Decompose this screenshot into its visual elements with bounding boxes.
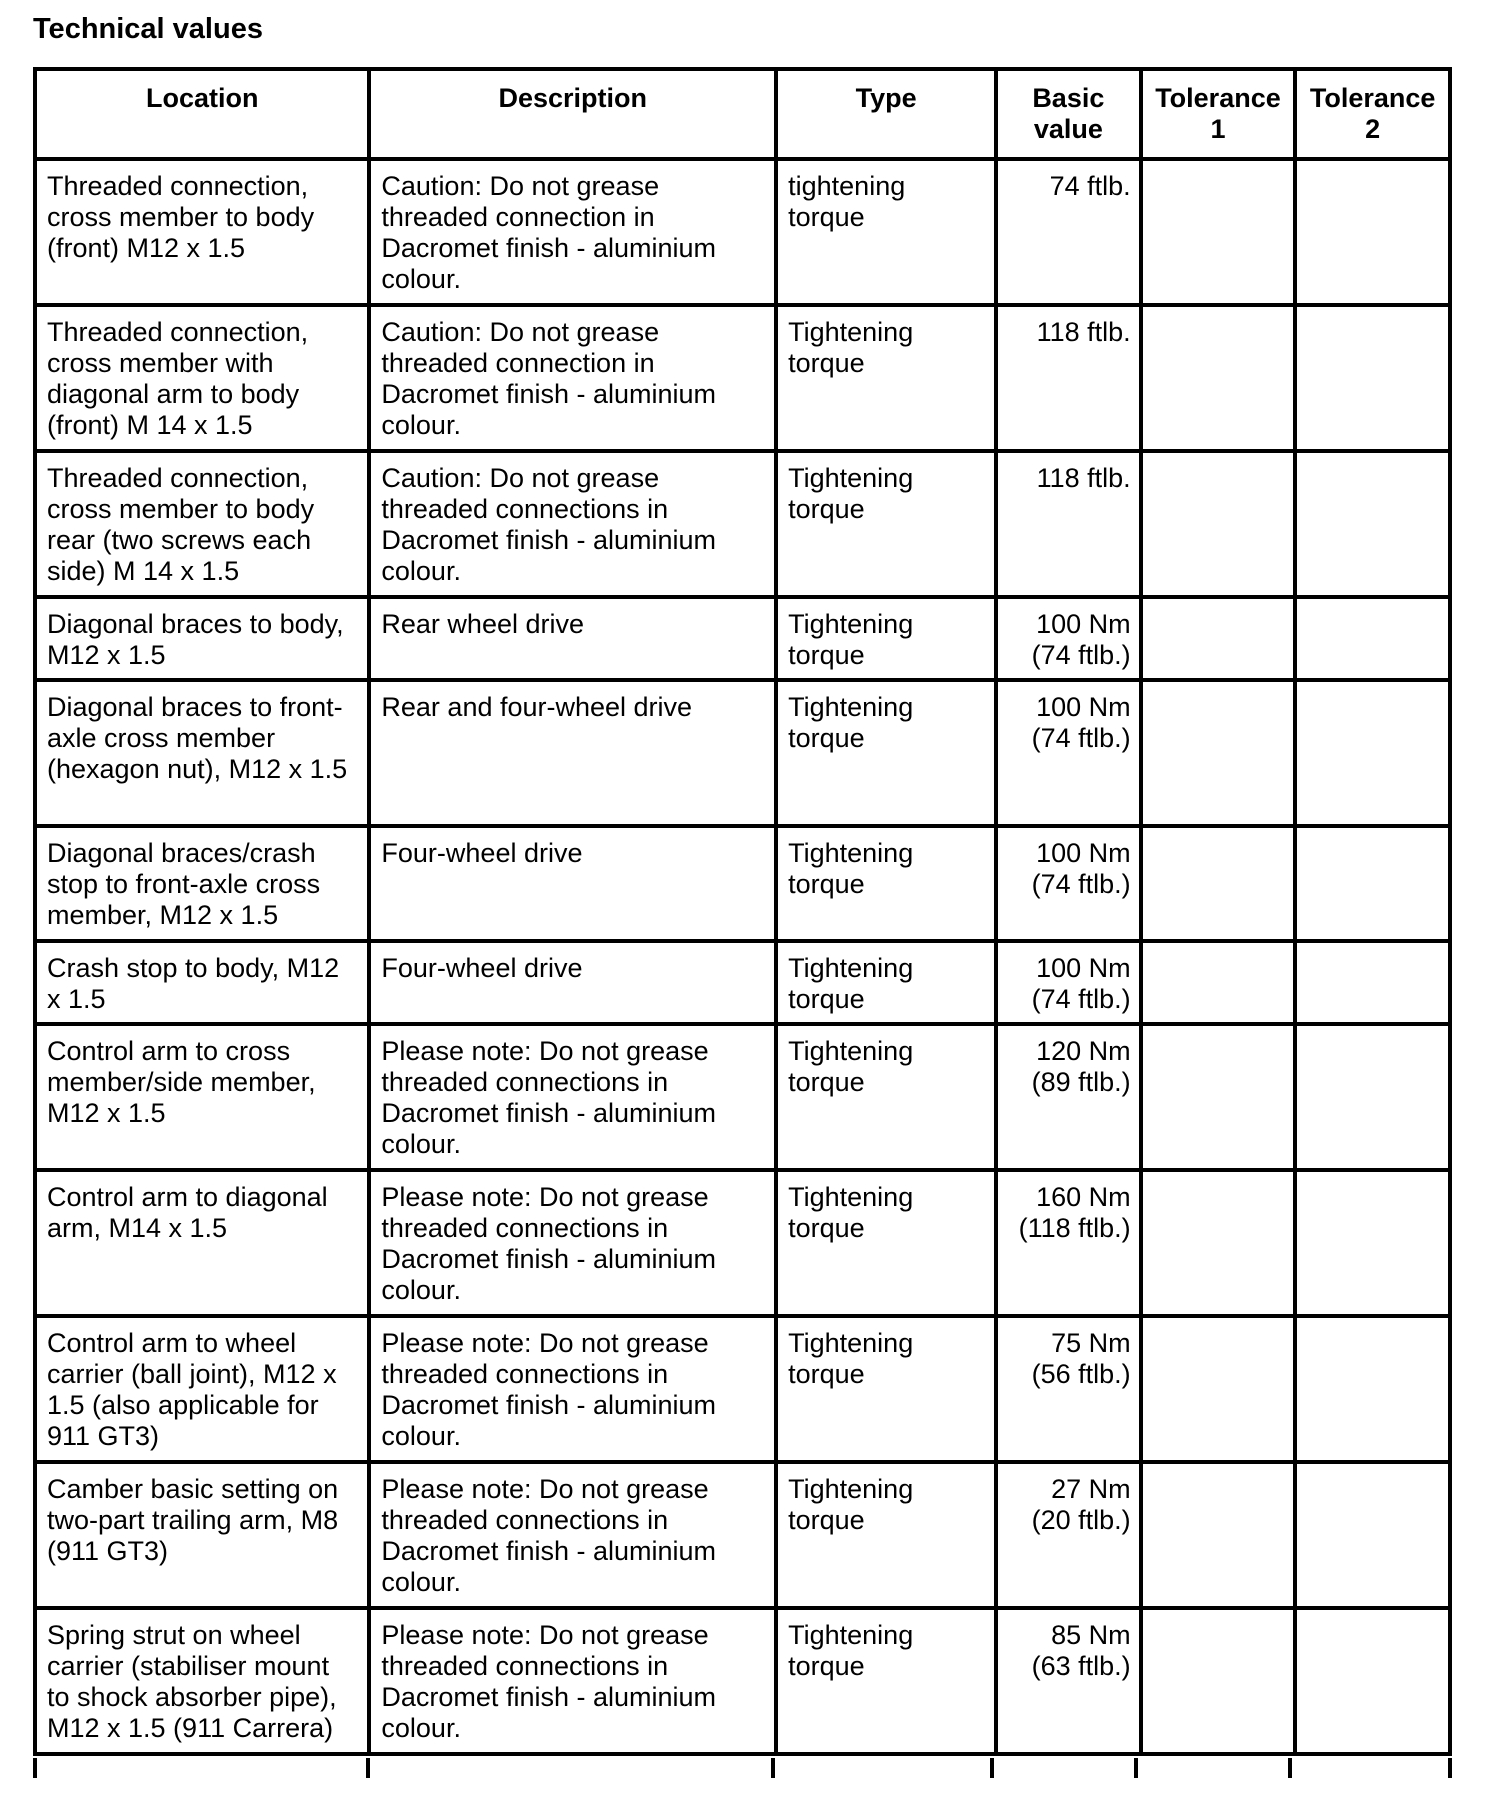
cell-description: Please note: Do not grease threaded connections in Dacromet finish - aluminium colour.: [369, 1024, 776, 1170]
cell-tolerance-1: [1141, 1170, 1296, 1316]
cell-tolerance-2: [1295, 1608, 1450, 1754]
cell-basic-value: 100 Nm (74 ftlb.): [996, 680, 1141, 826]
cell-basic-value: 120 Nm (89 ftlb.): [996, 1024, 1141, 1170]
header-tolerance-1: Tolerance 1: [1141, 69, 1296, 159]
cell-tolerance-2: [1295, 159, 1450, 305]
cell-location: Diagonal braces to front-axle cross member (hexagon nut), M12 x 1.5: [35, 680, 369, 826]
cell-basic-value: 100 Nm (74 ftlb.): [996, 826, 1141, 941]
technical-values-table: [33, 67, 1452, 1756]
page-title: Technical values: [33, 13, 263, 45]
cell-tolerance-1: [1141, 1316, 1296, 1462]
cell-location: Diagonal braces/crash stop to front-axle cross member, M12 x 1.5: [35, 826, 369, 941]
cell-location: Threaded connection, cross member to body rear (two screws each side) M 14 x 1.5: [35, 451, 369, 597]
cell-basic-value: 118 ftlb.: [996, 305, 1141, 451]
cell-location: Diagonal braces to body, M12 x 1.5: [35, 597, 369, 680]
cell-location: Threaded connection, cross member to body (front) M12 x 1.5: [35, 159, 369, 305]
cell-location: Threaded connection, cross member with diagonal arm to body (front) M 14 x 1.5: [35, 305, 369, 451]
cell-tolerance-1: [1141, 1024, 1296, 1170]
cell-basic-value: 74 ftlb.: [996, 159, 1141, 305]
header-basic-value: Basic value: [996, 69, 1141, 159]
cell-type: Tightening torque: [776, 826, 996, 941]
cell-tolerance-2: [1295, 305, 1450, 451]
cell-tolerance-2: [1295, 1316, 1450, 1462]
cell-tolerance-1: [1141, 305, 1296, 451]
header-description: Description: [369, 69, 776, 159]
cell-basic-value: 160 Nm (118 ftlb.): [996, 1170, 1141, 1316]
cell-tolerance-1: [1141, 159, 1296, 305]
cell-location: Control arm to wheel carrier (ball joint), M12 x 1.5 (also applicable for 911 GT3): [35, 1316, 369, 1462]
cell-type: Tightening torque: [776, 1316, 996, 1462]
cell-description: Rear and four-wheel drive: [369, 680, 776, 826]
table-continuation: [33, 1758, 1452, 1778]
table-row: [35, 1170, 1450, 1316]
cell-type: Tightening torque: [776, 451, 996, 597]
cell-tolerance-2: [1295, 826, 1450, 941]
table-row: [35, 451, 1450, 597]
cell-description: Please note: Do not grease threaded connections in Dacromet finish - aluminium colour.: [369, 1462, 776, 1608]
cell-location: Spring strut on wheel carrier (stabiliser mount to shock absorber pipe), M12 x 1.5 (911 Carrera): [35, 1608, 369, 1754]
cell-description: Please note: Do not grease threaded connections in Dacromet finish - aluminium colour.: [369, 1316, 776, 1462]
table-row: [35, 1316, 1450, 1462]
cell-tolerance-1: [1141, 597, 1296, 680]
cell-description: Four-wheel drive: [369, 941, 776, 1024]
cell-type: Tightening torque: [776, 305, 996, 451]
cell-tolerance-2: [1295, 941, 1450, 1024]
table-row: [35, 305, 1450, 451]
cell-basic-value: 118 ftlb.: [996, 451, 1141, 597]
cell-location: Camber basic setting on two-part trailing arm, M8 (911 GT3): [35, 1462, 369, 1608]
cell-basic-value: 85 Nm (63 ftlb.): [996, 1608, 1141, 1754]
cell-type: Tightening torque: [776, 680, 996, 826]
cell-type: Tightening torque: [776, 1608, 996, 1754]
cell-type: Tightening torque: [776, 1024, 996, 1170]
table-row: [35, 597, 1450, 680]
cell-tolerance-1: [1141, 941, 1296, 1024]
cell-tolerance-1: [1141, 826, 1296, 941]
cell-basic-value: 100 Nm (74 ftlb.): [996, 597, 1141, 680]
table-row: [35, 826, 1450, 941]
cell-description: Caution: Do not grease threaded connections in Dacromet finish - aluminium colour.: [369, 451, 776, 597]
table-row: [35, 1024, 1450, 1170]
header-type: Type: [776, 69, 996, 159]
cell-location: Crash stop to body, M12 x 1.5: [35, 941, 369, 1024]
cell-tolerance-1: [1141, 1608, 1296, 1754]
table-row: [35, 680, 1450, 826]
cell-tolerance-2: [1295, 451, 1450, 597]
cell-type: Tightening torque: [776, 941, 996, 1024]
cell-description: Caution: Do not grease threaded connection in Dacromet finish - aluminium colour.: [369, 305, 776, 451]
cell-tolerance-2: [1295, 680, 1450, 826]
cell-type: Tightening torque: [776, 1170, 996, 1316]
table-row: [35, 159, 1450, 305]
cell-tolerance-1: [1141, 451, 1296, 597]
cell-basic-value: 27 Nm (20 ftlb.): [996, 1462, 1141, 1608]
cell-basic-value: 100 Nm (74 ftlb.): [996, 941, 1141, 1024]
header-tolerance-2: Tolerance 2: [1295, 69, 1450, 159]
cell-tolerance-2: [1295, 1024, 1450, 1170]
cell-tolerance-2: [1295, 1462, 1450, 1608]
cell-type: Tightening torque: [776, 1462, 996, 1608]
table-row: [35, 1462, 1450, 1608]
cell-basic-value: 75 Nm (56 ftlb.): [996, 1316, 1141, 1462]
table-header-row: [35, 69, 1450, 159]
cell-tolerance-2: [1295, 1170, 1450, 1316]
cell-description: Caution: Do not grease threaded connection in Dacromet finish - aluminium colour.: [369, 159, 776, 305]
cell-location: Control arm to cross member/side member, M12 x 1.5: [35, 1024, 369, 1170]
cell-type: tightening torque: [776, 159, 996, 305]
table-row: [35, 1608, 1450, 1754]
cell-description: Rear wheel drive: [369, 597, 776, 680]
cell-description: Four-wheel drive: [369, 826, 776, 941]
cell-tolerance-1: [1141, 680, 1296, 826]
cell-description: Please note: Do not grease threaded connections in Dacromet finish - aluminium colour.: [369, 1170, 776, 1316]
cell-tolerance-1: [1141, 1462, 1296, 1608]
cell-type: Tightening torque: [776, 597, 996, 680]
cell-location: Control arm to diagonal arm, M14 x 1.5: [35, 1170, 369, 1316]
cell-description: Please note: Do not grease threaded connections in Dacromet finish - aluminium colour.: [369, 1608, 776, 1754]
header-location: Location: [35, 69, 369, 159]
cell-tolerance-2: [1295, 597, 1450, 680]
table-row: [35, 941, 1450, 1024]
